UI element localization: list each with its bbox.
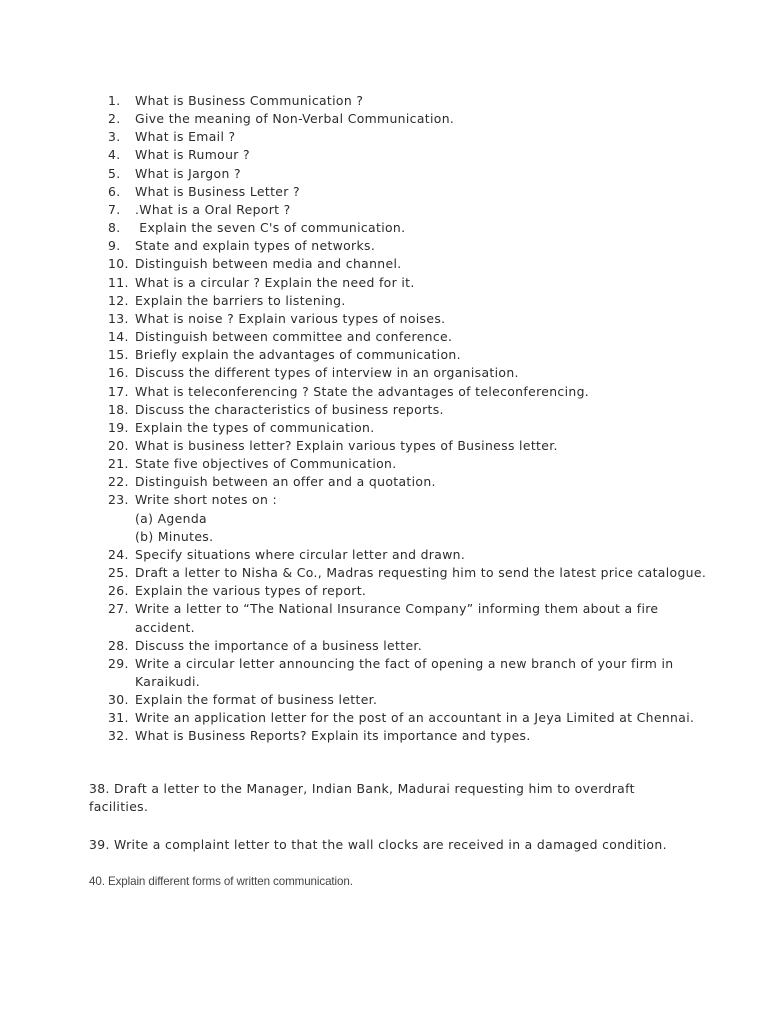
list-item: [0, 600, 768, 636]
list-item: [0, 383, 768, 401]
list-item: [0, 364, 768, 382]
item-text: What is a circular ? Explain the need for it.: [135, 274, 415, 290]
item-number: 20.: [108, 437, 129, 453]
list-item: [0, 274, 768, 292]
item-number: 19.: [108, 419, 129, 435]
item-text: Write a letter to “The National Insurance Company” informing them about a fire accident.: [135, 601, 659, 635]
paragraph-question-39: 39. Write a complaint letter to that the wall clocks are received in a damaged condition.: [89, 837, 667, 852]
paragraph-question-40: 40. Explain different forms of written communication.: [89, 875, 353, 888]
item-text: Write an application letter for the post of an accountant in a Jeya Limited at Chennai.: [135, 710, 695, 726]
list-item: [0, 146, 768, 164]
item-text: What is teleconferencing ? State the advantages of teleconferencing.: [135, 383, 590, 399]
item-number: 28.: [108, 637, 129, 653]
list-item: [0, 401, 768, 419]
item-number: 12.: [108, 292, 129, 308]
item-number: 29.: [108, 655, 129, 671]
item-text: What is Email ?: [135, 129, 236, 145]
item-text: Write a circular letter announcing the fact of opening a new branch of your firm in Karaikudi.: [135, 655, 674, 689]
item-number: 21.: [108, 456, 129, 472]
item-text: Distinguish between media and channel.: [135, 256, 402, 272]
item-text: Specify situations where circular letter and drawn.: [135, 546, 466, 562]
item-number: 31.: [108, 710, 129, 726]
item-text: Explain the types of communication.: [135, 419, 375, 435]
item-number: 1.: [108, 93, 121, 108]
list-item: [0, 165, 768, 183]
item-number: 9.: [108, 238, 121, 254]
sub-item: (b) Minutes.: [135, 528, 214, 544]
list-item: [0, 546, 768, 564]
list-item: [0, 582, 768, 600]
list-item: [0, 255, 768, 273]
item-number: 6.: [108, 183, 121, 199]
list-item: [0, 455, 768, 473]
item-text: What is Business Reports? Explain its importance and types.: [135, 728, 531, 744]
item-text: Explain the various types of report.: [135, 583, 367, 599]
item-text: What is noise ? Explain various types of noises.: [135, 310, 446, 326]
item-number: 5.: [108, 165, 121, 181]
list-item: [0, 92, 768, 110]
item-text: Give the meaning of Non-Verbal Communication.: [135, 111, 455, 127]
item-number: 11.: [108, 274, 129, 290]
item-number: 27.: [108, 601, 129, 617]
item-number: 32.: [108, 728, 129, 744]
list-item: [0, 637, 768, 655]
item-text: State and explain types of networks.: [135, 238, 376, 254]
sub-item: (a) Agenda: [135, 510, 207, 526]
item-number: 22.: [108, 474, 129, 490]
list-item: [0, 110, 768, 128]
list-item: [0, 310, 768, 328]
list-item: [0, 473, 768, 491]
list-item: [0, 564, 768, 582]
list-item: [0, 727, 768, 745]
item-number: 2.: [108, 111, 121, 127]
list-item: [0, 292, 768, 310]
list-item: [0, 201, 768, 219]
item-number: 10.: [108, 256, 129, 272]
list-item: [0, 237, 768, 255]
list-item: [0, 437, 768, 455]
item-text: Discuss the different types of interview in an organisation.: [135, 365, 519, 381]
item-text: Distinguish between an offer and a quotation.: [135, 474, 436, 490]
item-number: 23.: [108, 492, 129, 508]
item-text: Briefly explain the advantages of communication.: [135, 347, 461, 363]
item-text: State five objectives of Communication.: [135, 456, 397, 472]
list-item: [0, 219, 768, 237]
item-text: What is Business Letter ?: [135, 183, 300, 199]
item-text: Distinguish between committee and conference.: [135, 329, 453, 345]
item-text: Discuss the characteristics of business reports.: [135, 401, 444, 417]
item-text: Explain the format of business letter.: [135, 692, 378, 708]
item-text: What is Rumour ?: [135, 147, 250, 163]
paragraph-question-38: 38. Draft a letter to the Manager, Indian Bank, Madurai requesting him to overdraft facilities.: [89, 781, 635, 814]
list-item: [0, 328, 768, 346]
item-number: 15.: [108, 347, 129, 363]
item-text: What is Business Communication ?: [135, 93, 364, 108]
list-item: [0, 709, 768, 727]
item-text: What is Jargon ?: [135, 165, 241, 181]
item-number: 7.: [108, 201, 121, 217]
item-number: 17.: [108, 383, 129, 399]
item-number: 8.: [108, 220, 121, 236]
list-item: [0, 128, 768, 146]
list-item: [0, 419, 768, 437]
item-number: 4.: [108, 147, 121, 163]
list-item: [0, 346, 768, 364]
item-text: Discuss the importance of a business letter.: [135, 637, 423, 653]
question-list: [0, 92, 768, 746]
item-number: 25.: [108, 565, 129, 581]
item-number: 3.: [108, 129, 121, 145]
item-text: What is business letter? Explain various types of Business letter.: [135, 437, 558, 453]
item-text: .What is a Oral Report ?: [135, 201, 291, 217]
item-text: Explain the barriers to listening.: [135, 292, 346, 308]
item-number: 16.: [108, 365, 129, 381]
item-text: Draft a letter to Nisha & Co., Madras requesting him to send the latest price catalogue.: [135, 565, 707, 581]
list-item: [0, 691, 768, 709]
item-number: 26.: [108, 583, 129, 599]
item-number: 14.: [108, 329, 129, 345]
item-number: 30.: [108, 692, 129, 708]
list-item: [0, 183, 768, 201]
list-item: [0, 655, 768, 691]
item-number: 18.: [108, 401, 129, 417]
list-item: [0, 491, 768, 545]
item-number: 13.: [108, 310, 129, 326]
item-text: Write short notes on :: [135, 492, 277, 508]
item-text: Explain the seven C's of communication.: [135, 220, 406, 236]
item-number: 24.: [108, 546, 129, 562]
